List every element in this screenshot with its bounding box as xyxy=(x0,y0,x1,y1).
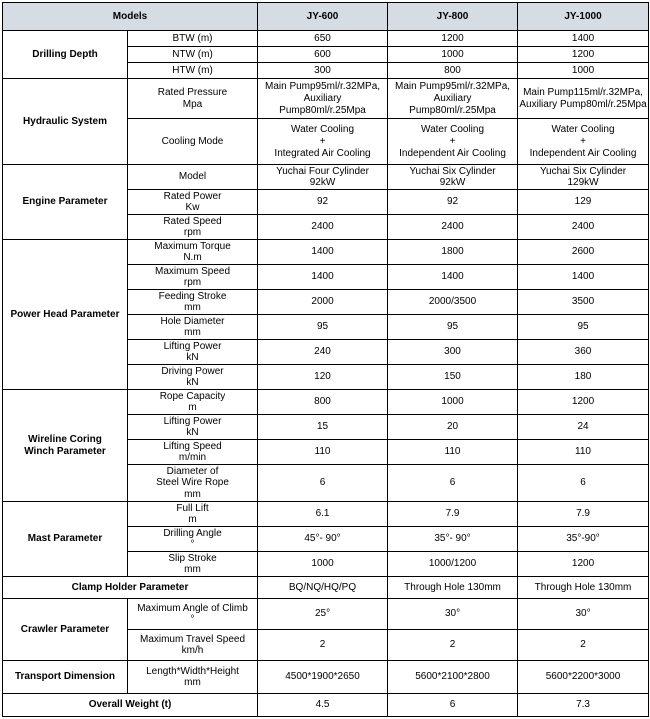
table-row xyxy=(3,661,649,694)
value-cell: 240 xyxy=(258,340,388,365)
value-cell: Water Cooling + Independent Air Cooling xyxy=(388,119,518,165)
table-row xyxy=(3,31,649,47)
table-row xyxy=(3,240,649,265)
value-cell: Water Cooling + Integrated Air Cooling xyxy=(258,119,388,165)
param-label: Diameter of Steel Wire Rope mm xyxy=(128,465,258,502)
value-cell: 110 xyxy=(518,440,649,465)
table-row xyxy=(3,390,649,415)
param-label: Slip Stroke mm xyxy=(128,552,258,577)
spec-table xyxy=(2,2,649,717)
param-label: Cooling Mode xyxy=(128,119,258,165)
value-cell: 1200 xyxy=(388,31,518,47)
value-cell: Main Pump95ml/r.32MPa, Auxiliary Pump80ml/r.25Mpa xyxy=(388,79,518,119)
value-cell: Through Hole 130mm xyxy=(388,577,518,599)
value-cell: 30° xyxy=(518,599,649,630)
value-cell: Through Hole 130mm xyxy=(518,577,649,599)
param-label: Lifting Speed m/min xyxy=(128,440,258,465)
value-cell: 4500*1900*2650 xyxy=(258,661,388,694)
value-cell: 15 xyxy=(258,415,388,440)
value-cell: BQ/NQ/HQ/PQ xyxy=(258,577,388,599)
value-cell: Yuchai Four Cylinder 92kW xyxy=(258,165,388,190)
table-row xyxy=(3,694,649,717)
param-label: Maximum Torque N.m xyxy=(128,240,258,265)
value-cell: Water Cooling + Independent Air Cooling xyxy=(518,119,649,165)
value-cell: Main Pump95ml/r.32MPa, Auxiliary Pump80ml/r.25Mpa xyxy=(258,79,388,119)
model-jy800-header: JY-800 xyxy=(388,3,518,31)
value-cell: 5600*2100*2800 xyxy=(388,661,518,694)
table-row xyxy=(3,165,649,190)
header-row xyxy=(3,3,649,31)
value-cell: Yuchai Six Cylinder 92kW xyxy=(388,165,518,190)
value-cell: 120 xyxy=(258,365,388,390)
value-cell: 180 xyxy=(518,365,649,390)
transport-dimension-label: Transport Dimension xyxy=(3,661,128,694)
value-cell: 2 xyxy=(388,630,518,661)
value-cell: 110 xyxy=(388,440,518,465)
value-cell: 5600*2200*3000 xyxy=(518,661,649,694)
value-cell: 7.9 xyxy=(518,502,649,527)
value-cell: 3500 xyxy=(518,290,649,315)
value-cell: Main Pump115ml/r.32MPa, Auxiliary Pump80ml/r.25Mpa xyxy=(518,79,649,119)
overall-weight-label: Overall Weight (t) xyxy=(3,694,258,717)
param-label: Full Lift m xyxy=(128,502,258,527)
value-cell: 45°- 90° xyxy=(258,527,388,552)
value-cell: 110 xyxy=(258,440,388,465)
value-cell: 2400 xyxy=(388,215,518,240)
value-cell: 1000/1200 xyxy=(388,552,518,577)
value-cell: 1000 xyxy=(388,390,518,415)
param-label: HTW (m) xyxy=(128,63,258,79)
models-header: Models xyxy=(3,3,258,31)
param-label: Maximum Speed rpm xyxy=(128,265,258,290)
engine-parameter-label: Engine Parameter xyxy=(3,165,128,240)
param-label: Rated Pressure Mpa xyxy=(128,79,258,119)
value-cell: 1400 xyxy=(258,265,388,290)
mast-parameter-label: Mast Parameter xyxy=(3,502,128,577)
value-cell: 35°- 90° xyxy=(388,527,518,552)
param-label: Feeding Stroke mm xyxy=(128,290,258,315)
value-cell: 6 xyxy=(258,465,388,502)
value-cell: 2400 xyxy=(518,215,649,240)
value-cell: 6 xyxy=(388,694,518,717)
param-label: Rated Speed rpm xyxy=(128,215,258,240)
value-cell: 2 xyxy=(518,630,649,661)
hydraulic-system-label: Hydraulic System xyxy=(3,79,128,165)
value-cell: 1000 xyxy=(258,552,388,577)
value-cell: 1800 xyxy=(388,240,518,265)
value-cell: 2600 xyxy=(518,240,649,265)
value-cell: 2000/3500 xyxy=(388,290,518,315)
value-cell: 300 xyxy=(388,340,518,365)
param-label: Lifting Power kN xyxy=(128,415,258,440)
value-cell: 1000 xyxy=(518,63,649,79)
table-row xyxy=(3,599,649,630)
clamp-holder-label: Clamp Holder Parameter xyxy=(3,577,258,599)
table-row xyxy=(3,79,649,119)
value-cell: 24 xyxy=(518,415,649,440)
value-cell: 800 xyxy=(258,390,388,415)
value-cell: 7.3 xyxy=(518,694,649,717)
value-cell: 150 xyxy=(388,365,518,390)
value-cell: 600 xyxy=(258,47,388,63)
value-cell: Yuchai Six Cylinder 129kW xyxy=(518,165,649,190)
value-cell: 2 xyxy=(258,630,388,661)
power-head-parameter-label: Power Head Parameter xyxy=(3,240,128,390)
value-cell: 7.9 xyxy=(388,502,518,527)
value-cell: 1200 xyxy=(518,390,649,415)
value-cell: 4.5 xyxy=(258,694,388,717)
drilling-depth-label: Drilling Depth xyxy=(3,31,128,79)
param-label: NTW (m) xyxy=(128,47,258,63)
crawler-parameter-label: Crawler Parameter xyxy=(3,599,128,661)
param-label: Drilling Angle ° xyxy=(128,527,258,552)
param-label: Driving Power kN xyxy=(128,365,258,390)
value-cell: 95 xyxy=(388,315,518,340)
value-cell: 35°-90° xyxy=(518,527,649,552)
value-cell: 6 xyxy=(388,465,518,502)
param-label: Rated Power Kw xyxy=(128,190,258,215)
param-label: Maximum Angle of Climb ° xyxy=(128,599,258,630)
param-label: Rope Capacity m xyxy=(128,390,258,415)
value-cell: 360 xyxy=(518,340,649,365)
param-label: Model xyxy=(128,165,258,190)
param-label: Length*Width*Height mm xyxy=(128,661,258,694)
table-row xyxy=(3,502,649,527)
param-label: Lifting Power kN xyxy=(128,340,258,365)
value-cell: 1400 xyxy=(258,240,388,265)
param-label: Hole Diameter mm xyxy=(128,315,258,340)
value-cell: 92 xyxy=(388,190,518,215)
value-cell: 6.1 xyxy=(258,502,388,527)
value-cell: 2400 xyxy=(258,215,388,240)
value-cell: 1400 xyxy=(518,265,649,290)
value-cell: 92 xyxy=(258,190,388,215)
value-cell: 1400 xyxy=(388,265,518,290)
value-cell: 2000 xyxy=(258,290,388,315)
value-cell: 1200 xyxy=(518,552,649,577)
value-cell: 95 xyxy=(258,315,388,340)
table-row xyxy=(3,577,649,599)
value-cell: 95 xyxy=(518,315,649,340)
value-cell: 20 xyxy=(388,415,518,440)
param-label: BTW (m) xyxy=(128,31,258,47)
value-cell: 6 xyxy=(518,465,649,502)
value-cell: 129 xyxy=(518,190,649,215)
value-cell: 300 xyxy=(258,63,388,79)
model-jy600-header: JY-600 xyxy=(258,3,388,31)
value-cell: 30° xyxy=(388,599,518,630)
winch-parameter-label: Wireline Coring Winch Parameter xyxy=(3,390,128,502)
param-label: Maximum Travel Speed km/h xyxy=(128,630,258,661)
model-jy1000-header: JY-1000 xyxy=(518,3,649,31)
value-cell: 1400 xyxy=(518,31,649,47)
value-cell: 650 xyxy=(258,31,388,47)
value-cell: 1200 xyxy=(518,47,649,63)
value-cell: 1000 xyxy=(388,47,518,63)
value-cell: 25° xyxy=(258,599,388,630)
value-cell: 800 xyxy=(388,63,518,79)
